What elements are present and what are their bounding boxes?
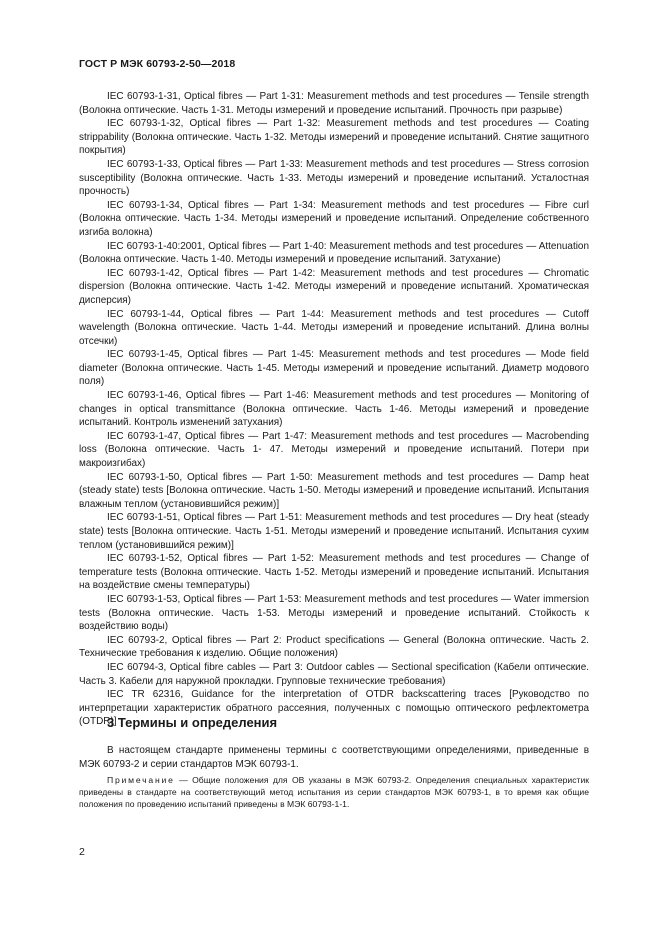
note-paragraph bbox=[79, 774, 589, 811]
reference-item: IEC 60793-1-33, Optical fibres — Part 1-33: Measurement methods and test procedures — Stress corrosion susceptibility (Волокна оптические. Часть 1-33. Методы измерений и проведение испытаний. Усталостная прочность) bbox=[79, 158, 589, 198]
section-heading: 3 Термины и определения bbox=[107, 715, 278, 730]
reference-item: IEC 60793-1-47, Optical fibres — Part 1-47: Measurement methods and test procedures — Macrobending loss (Волокна оптические. Часть 1- 47. Методы измерений и проведение испытаний. Потери при макроизгибах) bbox=[79, 430, 589, 470]
reference-item: IEC 60793-1-53, Optical fibres — Part 1-53: Measurement methods and test procedures — Water immersion tests (Волокна оптические. Часть 1-53. Методы измерений и проведение испытаний. Стойкость к воздействию воды) bbox=[79, 593, 589, 633]
note-text: — Общие положения для ОВ указаны в МЭК 60793-2. Определения специальных характеристик приведены в стандарте на соответствующий метод испытания из серии стандартов МЭК 60793-1, в то время как общие положения по проведению испытаний приведены в МЭК 60793-1-1. bbox=[79, 775, 589, 810]
reference-item: IEC 60793-1-31, Optical fibres — Part 1-31: Measurement methods and test procedures — Tensile strength (Волокна оптические. Часть 1-31. Методы измерений и проведение испытаний. Прочность при разрыве) bbox=[79, 91, 589, 116]
section-paragraph: В настоящем стандарте применены термины с соответствующими определениями, приведенные в МЭК 60793-2 и серии стандартов МЭК 60793-1. bbox=[79, 745, 589, 770]
reference-item: IEC 60793-1-46, Optical fibres — Part 1-46: Measurement methods and test procedures — Monitoring of changes in optical transmittance (Волокна оптические. Часть 1-46. Методы измерений и проведение испытаний. Контроль изменений затухания) bbox=[79, 390, 589, 429]
reference-item: IEC 60793-1-34, Optical fibres — Part 1-34: Measurement methods and test procedures — Fibre curl (Волокна оптические. Часть 1-34. Методы измерений и проведение испытаний. Определение собственного изгиба волокна) bbox=[79, 199, 589, 238]
document-header: ГОСТ Р МЭК 60793-2-50—2018 bbox=[79, 58, 236, 70]
reference-item: IEC 60793-1-50, Optical fibres — Part 1-50: Measurement methods and test procedures — Damp heat (steady state) tests [Волокна оптические. Часть 1-50. Методы измерений и проведение испытаний. Испытания влажным теплом (установившийся режим)] bbox=[79, 471, 589, 510]
reference-item: IEC 60793-1-44, Optical fibres — Part 1-44: Measurement methods and test procedures — Cutoff wavelength (Волокна оптические. Часть 1-44. Методы измерений и проведение испытаний. Длина волны отсечки) bbox=[79, 308, 589, 347]
reference-item: IEC 60793-2, Optical fibres — Part 2: Product specifications — General (Волокна оптические. Часть 2. Технические требования к изделию. Общие положения) bbox=[79, 634, 589, 660]
reference-item: IEC 60793-1-51, Optical fibres — Part 1-51: Measurement methods and test procedures — Dry heat (steady state) tests [Волокна оптические. Часть 1-51. Методы измерений и проведение испытаний. Испытания сухим теплом (установившийся режим)] bbox=[79, 512, 589, 551]
reference-item: IEC 60794-3, Optical fibre cables — Part 3: Outdoor cables — Sectional specification (Кабели оптические. Часть 3. Кабели для наружной прокладки. Групповые технические требования) bbox=[79, 661, 589, 687]
reference-item: IEC 60793-1-42, Optical fibres — Part 1-42: Measurement methods and test procedures — Chromatic dispersion (Волокна оптические. Часть 1-42. Методы измерений и проведение испытаний. Хроматическая дисперсия) bbox=[79, 267, 589, 306]
reference-item: IEC 60793-1-45, Optical fibres — Part 1-45: Measurement methods and test procedures — Mode field diameter (Волокна оптические. Часть 1-45. Методы измерений и проведение испытаний. Диаметр модового поля) bbox=[79, 349, 589, 388]
reference-item: IEC 60793-1-40:2001, Optical fibres — Part 1-40: Measurement methods and test procedures — Attenuation (Волокна оптические. Часть 1-40. Методы измерений и проведение испытаний. Затухание) bbox=[79, 240, 589, 266]
reference-item: IEC TR 62316, Guidance for the interpretation of OTDR backscattering traces [Руководство по интерпретации характеристик обратного рассеяния, полученных с помощью оптического рефлектометра (OTDR)] bbox=[79, 689, 589, 728]
reference-item: IEC 60793-1-52, Optical fibres — Part 1-52: Measurement methods and test procedures — Change of temperature tests (Волокна оптические. Часть 1-52. Методы измерений и проведение испытаний. Испытания на воздействие смены температуры) bbox=[79, 553, 589, 592]
page-number: 2 bbox=[79, 846, 85, 858]
note-label: Примечание bbox=[107, 775, 175, 785]
reference-item: IEC 60793-1-32, Optical fibres — Part 1-32: Measurement methods and test procedures — Coating strippability (Волокна оптические. Часть 1-32. Методы измерений и проведение испытаний. Снятие защитного покрытия) bbox=[79, 118, 589, 157]
normative-references-list bbox=[79, 90, 589, 729]
